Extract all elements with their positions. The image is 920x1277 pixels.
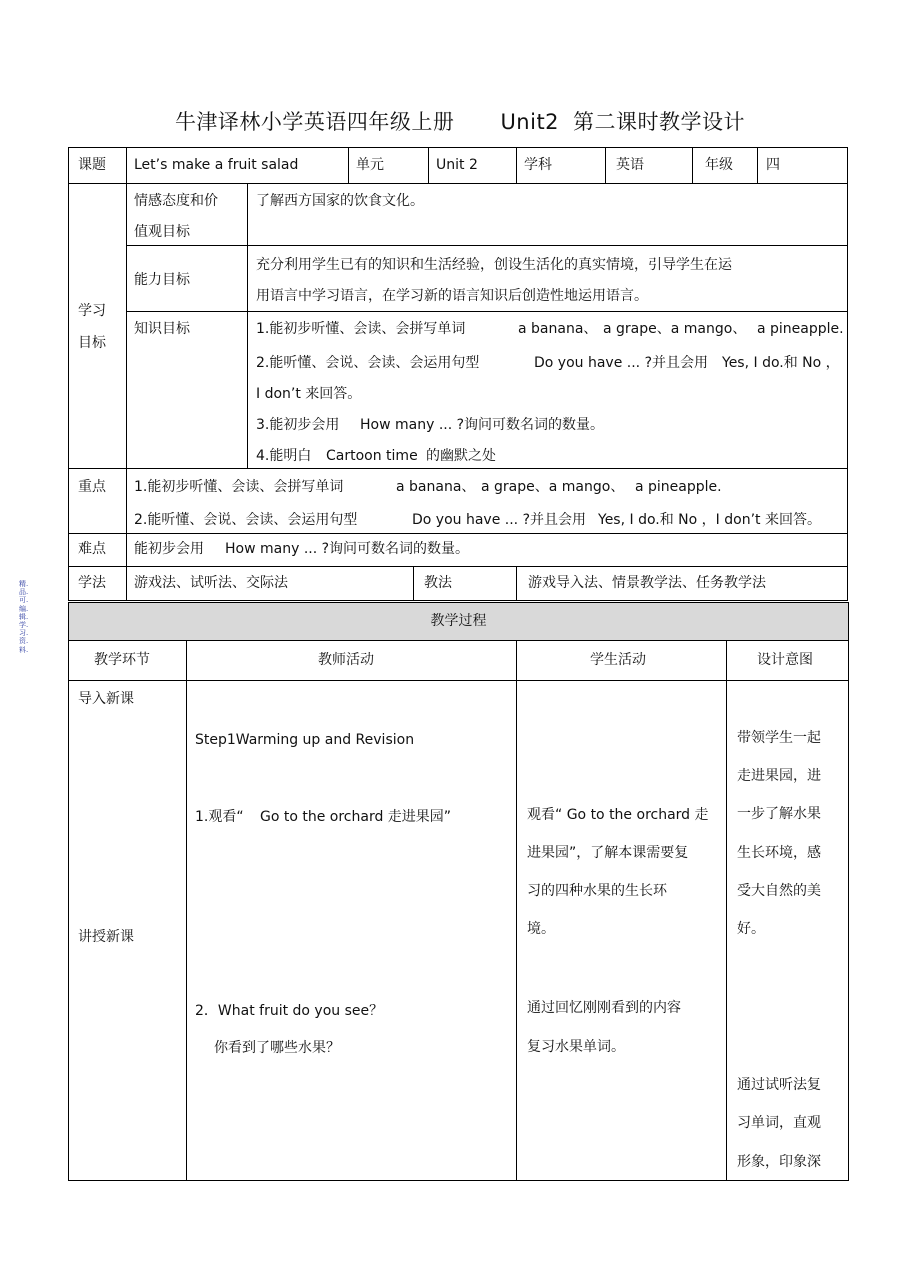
goals-label-2: 目标 <box>78 335 106 351</box>
col-student-header: 学生活动 <box>590 652 646 668</box>
knowledge-2b: Do you have ... ?并且会用 <box>534 355 709 371</box>
teacher-1b: Go to the orchard 走进果园” <box>260 809 452 825</box>
knowledge-1a: 1.能初步听懂、会读、会拼写单词 <box>256 321 466 337</box>
key-points-label: 重点 <box>78 479 106 495</box>
key-point-2c: Yes, I do.和 No ，I don’t 来回答。 <box>598 512 821 528</box>
intent-2-line: 形象，印象深 <box>737 1154 821 1170</box>
page-title <box>0 106 920 136</box>
side-watermark: 精.品.可.编.辑.学.习.资.料. <box>19 580 29 654</box>
learning-method-value: 游戏法、试听法、交际法 <box>134 575 288 591</box>
intent-1-line: 带领学生一起 <box>737 730 821 746</box>
knowledge-3b: How many ... ?询问可数名词的数量。 <box>360 417 605 433</box>
teacher-2b: 你看到了哪些水果？ <box>214 1040 340 1056</box>
intent-1-line: 生长环境，感 <box>737 845 821 861</box>
knowledge-2c: Yes, I do.和 No ， <box>722 355 840 371</box>
col-intent-header: 设计意图 <box>757 652 813 668</box>
label-topic: 课题 <box>78 157 106 173</box>
ability-label: 能力目标 <box>134 272 190 288</box>
knowledge-label: 知识目标 <box>134 321 190 337</box>
knowledge-1d: a pineapple. <box>757 321 844 337</box>
intent-2-line: 习单词，直观 <box>737 1115 821 1131</box>
learning-method-label: 学法 <box>78 575 106 591</box>
key-point-1a: 1.能初步听懂、会读、会拼写单词 <box>134 479 344 495</box>
grade-value: 四 <box>766 157 780 173</box>
intent-2-line: 通过试听法复 <box>737 1077 821 1093</box>
student-1-line: 习的四种水果的生长环 <box>527 883 667 899</box>
knowledge-1b: a banana、 <box>518 321 598 337</box>
ability-text-2: 用语言中学习语言，在学习新的语言知识后创造性地运用语言。 <box>256 288 648 304</box>
emotion-text: 了解西方国家的饮食文化。 <box>256 193 424 209</box>
goals-label-1: 学习 <box>78 303 106 319</box>
teaching-method-label: 教法 <box>424 575 452 591</box>
subject-value: 英语 <box>616 157 644 173</box>
teacher-step: Step1Warming up and Revision <box>195 732 415 748</box>
intent-1-line: 走进果园，进 <box>737 768 821 784</box>
knowledge-4c: 的幽默之处 <box>426 448 496 464</box>
student-2-line: 复习水果单词。 <box>527 1039 625 1055</box>
label-unit: 单元 <box>356 157 384 173</box>
key-point-2a: 2.能听懂、会说、会读、会运用句型 <box>134 512 358 528</box>
stage-1: 导入新课 <box>78 691 134 707</box>
title-part-1: 牛津译林小学英语四年级上册 <box>174 110 455 134</box>
ability-text-1: 充分利用学生已有的知识和生活经验，创设生活化的真实情境，引导学生在运 <box>256 257 732 273</box>
student-1-line: 境。 <box>527 921 555 937</box>
knowledge-3a: 3.能初步会用 <box>256 417 340 433</box>
knowledge-4a: 4.能明白 <box>256 448 312 464</box>
emotion-label-1: 情感态度和价 <box>134 193 218 209</box>
key-point-1d: a pineapple. <box>635 479 722 495</box>
knowledge-4b: Cartoon time <box>326 448 418 464</box>
intent-1-line: 受大自然的美 <box>737 883 821 899</box>
teaching-method-value: 游戏导入法、情景教学法、任务教学法 <box>528 575 766 591</box>
stage-2: 讲授新课 <box>78 929 134 945</box>
student-2-line: 通过回忆刚刚看到的内容 <box>527 1000 681 1016</box>
difficulty-label: 难点 <box>78 541 106 557</box>
col-teacher-header: 教师活动 <box>318 652 374 668</box>
topic-value: Let’s make a fruit salad <box>134 157 299 173</box>
intent-1-line: 好。 <box>737 921 765 937</box>
knowledge-2d: I don’t 来回答。 <box>256 386 362 402</box>
col-stage-header: 教学环节 <box>94 652 150 668</box>
title-part-2: Unit2 <box>500 110 560 134</box>
student-1-line: 进果园”，了解本课需要复 <box>527 845 689 861</box>
key-point-1b: a banana、 <box>396 479 476 495</box>
knowledge-2a: 2.能听懂、会说、会读、会运用句型 <box>256 355 480 371</box>
emotion-label-2: 值观目标 <box>134 224 190 240</box>
label-grade: 年级 <box>705 157 733 173</box>
student-1-line: 观看“ Go to the orchard 走 <box>527 807 709 823</box>
difficulty-b: How many ... ?询问可数名词的数量。 <box>225 541 470 557</box>
difficulty-a: 能初步会用 <box>134 541 204 557</box>
intent-1-line: 一步了解水果 <box>737 806 821 822</box>
key-point-1c: a grape、a mango、 <box>481 479 625 495</box>
knowledge-1c: a grape、a mango、 <box>603 321 747 337</box>
label-subject: 学科 <box>524 157 552 173</box>
key-point-2b: Do you have ... ?并且会用 <box>412 512 587 528</box>
teacher-2a: 2．What fruit do you see？ <box>195 1003 384 1019</box>
unit-value: Unit 2 <box>436 157 478 173</box>
teacher-1a: 1.观看“ <box>195 809 244 825</box>
title-part-3: 第二课时教学设计 <box>573 110 746 134</box>
process-title: 教学过程 <box>430 613 487 629</box>
